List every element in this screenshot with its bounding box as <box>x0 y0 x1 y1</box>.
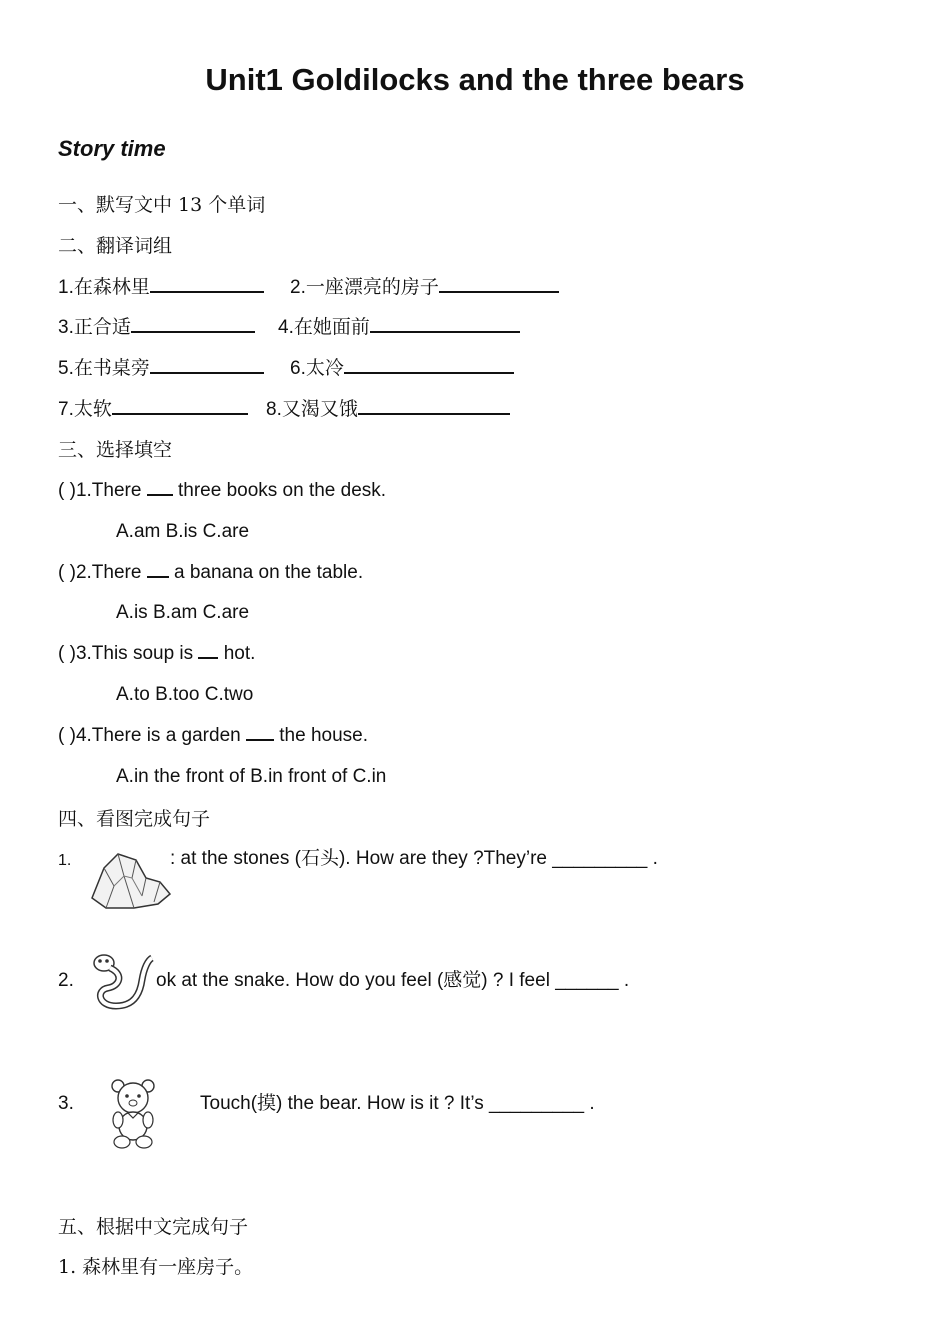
phrase-item: 2.一座漂亮的房子 <box>290 274 559 301</box>
answer-blank[interactable] <box>246 722 274 741</box>
picture-sentence: : at the stones (石头). How are they ?They’re _________ . <box>170 848 658 869</box>
bear-picture <box>106 1076 162 1150</box>
page-title: Unit1 Goldilocks and the three bears <box>205 62 745 97</box>
answer-blank[interactable] <box>344 355 514 374</box>
answer-blank[interactable] <box>439 274 559 293</box>
answer-blank[interactable] <box>370 314 520 333</box>
picture-sentence: Touch(摸) the bear. How is it ? It’s _________ . <box>200 1093 595 1114</box>
answer-blank[interactable] <box>358 396 510 415</box>
phrase-item: 7.太软 <box>58 396 248 423</box>
snake-picture <box>90 950 156 1012</box>
question: ( )2.There a banana on the table. <box>58 559 363 586</box>
phrase-item: 4.在她面前 <box>278 314 520 341</box>
answer-blank[interactable] <box>150 355 264 374</box>
subtitle: Story time <box>58 136 166 161</box>
stones-picture <box>84 846 174 912</box>
phrase-item: 5.在书桌旁 <box>58 355 264 382</box>
answer-blank[interactable] <box>198 640 218 659</box>
options: A.in the front of B.in front of C.in <box>116 766 387 787</box>
question: ( )3.This soup is hot. <box>58 640 255 667</box>
answer-blank[interactable] <box>112 396 248 415</box>
phrase-item: 1.在森林里 <box>58 274 264 301</box>
item-number: 3. <box>58 1093 74 1114</box>
question: ( )4.There is a garden the house. <box>58 722 368 749</box>
section3-heading: 三、选择填空 <box>58 439 173 461</box>
section2-heading: 二、翻译词组 <box>58 235 173 257</box>
item-number: 1. <box>58 852 72 869</box>
answer-blank[interactable] <box>131 314 255 333</box>
section4-heading: 四、看图完成句子 <box>58 808 211 830</box>
phrase-item: 6.太冷 <box>290 355 514 382</box>
options: A.is B.am C.are <box>116 602 250 623</box>
picture-sentence: ok at the snake. How do you feel (感觉) ? I feel ______ . <box>156 970 630 991</box>
options: A.to B.too C.two <box>116 684 254 705</box>
section1-heading: 一、默写文中 13 个单词 <box>58 194 266 216</box>
question: ( )1.There three books on the desk. <box>58 477 386 504</box>
answer-blank[interactable] <box>150 274 264 293</box>
section5-heading: 五、根据中文完成句子 <box>58 1216 249 1238</box>
phrase-item: 3.正合适 <box>58 314 255 341</box>
translation-item: 1. 森林里有一座房子。 <box>58 1256 254 1278</box>
item-number: 2. <box>58 970 74 991</box>
phrase-item: 8.又渴又饿 <box>266 396 510 423</box>
options: A.am B.is C.are <box>116 521 250 542</box>
answer-blank[interactable] <box>147 477 173 496</box>
answer-blank[interactable] <box>147 559 169 578</box>
